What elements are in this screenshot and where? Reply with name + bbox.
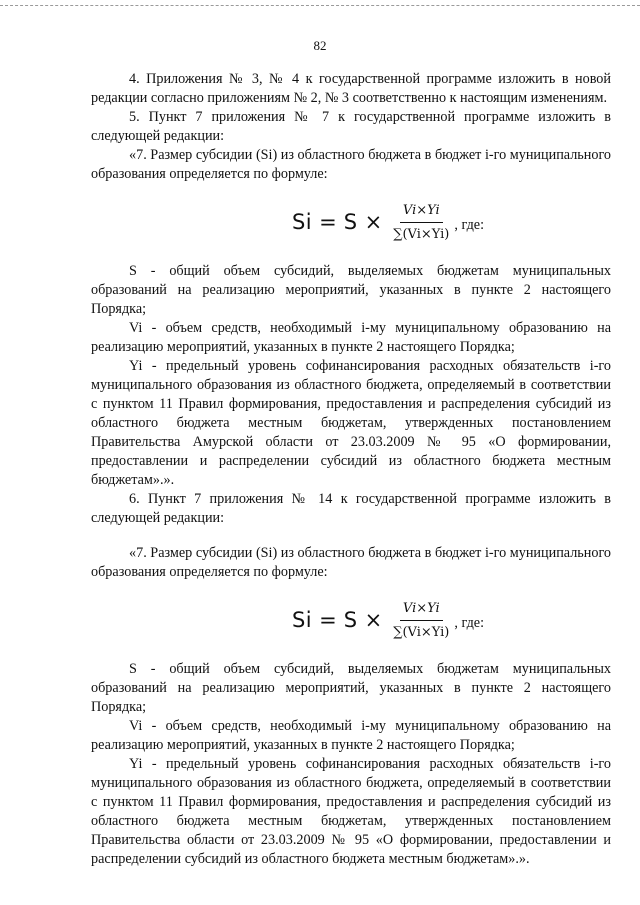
formula-numerator: Vi×Yi [400, 599, 443, 621]
formula-times: × [364, 607, 383, 632]
subsidy-formula [91, 191, 611, 253]
formula-fraction [390, 201, 452, 244]
definition-yi: Yi - предельный уровень софинансирования расходных обязательств i-го муниципального образования из областного бюджета, определяемый в соответствии с пунктом 11 Правил формирования, предоставления и распределения субсидий из областного бюджета местным бюджетам, утвержденных постановлением Правительства Амурской области от 23.03.2009 № 95 «О формировании, предоставлении и распределении субсидий из областного бюджета местным бюджетам».». [91, 358, 611, 488]
definition-s: S - общий объем субсидий, выделяемых бюджетам муниципальных образований на реализацию мероприятий, указанных в пункте 2 настоящего Порядка; [91, 263, 611, 317]
formula-lhs: Si [291, 607, 313, 632]
spacer [91, 528, 611, 544]
formula-s: S [343, 607, 358, 632]
formula-equals: = [319, 607, 337, 632]
definition-vi-2: Vi - объем средств, необходимый i-му муниципальному образованию на реализацию мероприятий, указанных в пункте 2 настоящего Порядка; [91, 718, 611, 753]
formula-numerator: Vi×Yi [400, 201, 443, 223]
formula-fraction [390, 599, 452, 642]
paragraph-item-4: 4. Приложения № 3, № 4 к государственной программе изложить в новой редакции согласно приложениям № 2, № 3 соответственно к настоящим изменениям. [91, 71, 611, 106]
formula-where: , где: [454, 216, 485, 233]
paragraph-item-6: 6. Пункт 7 приложения № 14 к государственной программе изложить в следующей редакции: [91, 491, 611, 526]
definition-vi: Vi - объем средств, необходимый i-му муниципальному образованию на реализацию мероприятий, указанных в пункте 2 настоящего Порядка; [91, 320, 611, 355]
formula-s: S [343, 209, 358, 234]
subsidy-formula-2 [91, 589, 611, 651]
formula-denominator: ∑(Vi×Yi) [393, 624, 450, 640]
document-body [91, 70, 611, 869]
paragraph-subsidy-size: «7. Размер субсидии (Si) из областного бюджета в бюджет i-го муниципального образования определяется по формуле: [91, 147, 611, 182]
scan-top-edge [0, 5, 640, 6]
definition-s-2: S - общий объем субсидий, выделяемых бюджетам муниципальных образований на реализацию мероприятий, указанных в пункте 2 настоящего Порядка; [91, 661, 611, 715]
paragraph-subsidy-size-2: «7. Размер субсидии (Si) из областного бюджета в бюджет i-го муниципального образования определяется по формуле: [91, 545, 611, 580]
formula-times: × [364, 209, 383, 234]
formula-where: , где: [454, 614, 485, 631]
formula-denominator: ∑(Vi×Yi) [393, 226, 450, 242]
definition-yi-2: Yi - предельный уровень софинансирования расходных обязательств i-го муниципального образования из областного бюджета, определяемый в соответствии с пунктом 11 Правил формирования, предоставления и распределения субсидий из областного бюджета местным бюджетам, утвержденных постановлением Правительства области от 23.03.2009 № 95 «О формировании, предоставлении и распределении субсидий из областного бюджета местным бюджетам».». [91, 756, 611, 867]
paragraph-item-5: 5. Пункт 7 приложения № 7 к государственной программе изложить в следующей редакции: [91, 109, 611, 144]
page-number: 82 [313, 38, 327, 53]
formula-equals: = [319, 209, 337, 234]
formula-lhs: Si [291, 209, 313, 234]
